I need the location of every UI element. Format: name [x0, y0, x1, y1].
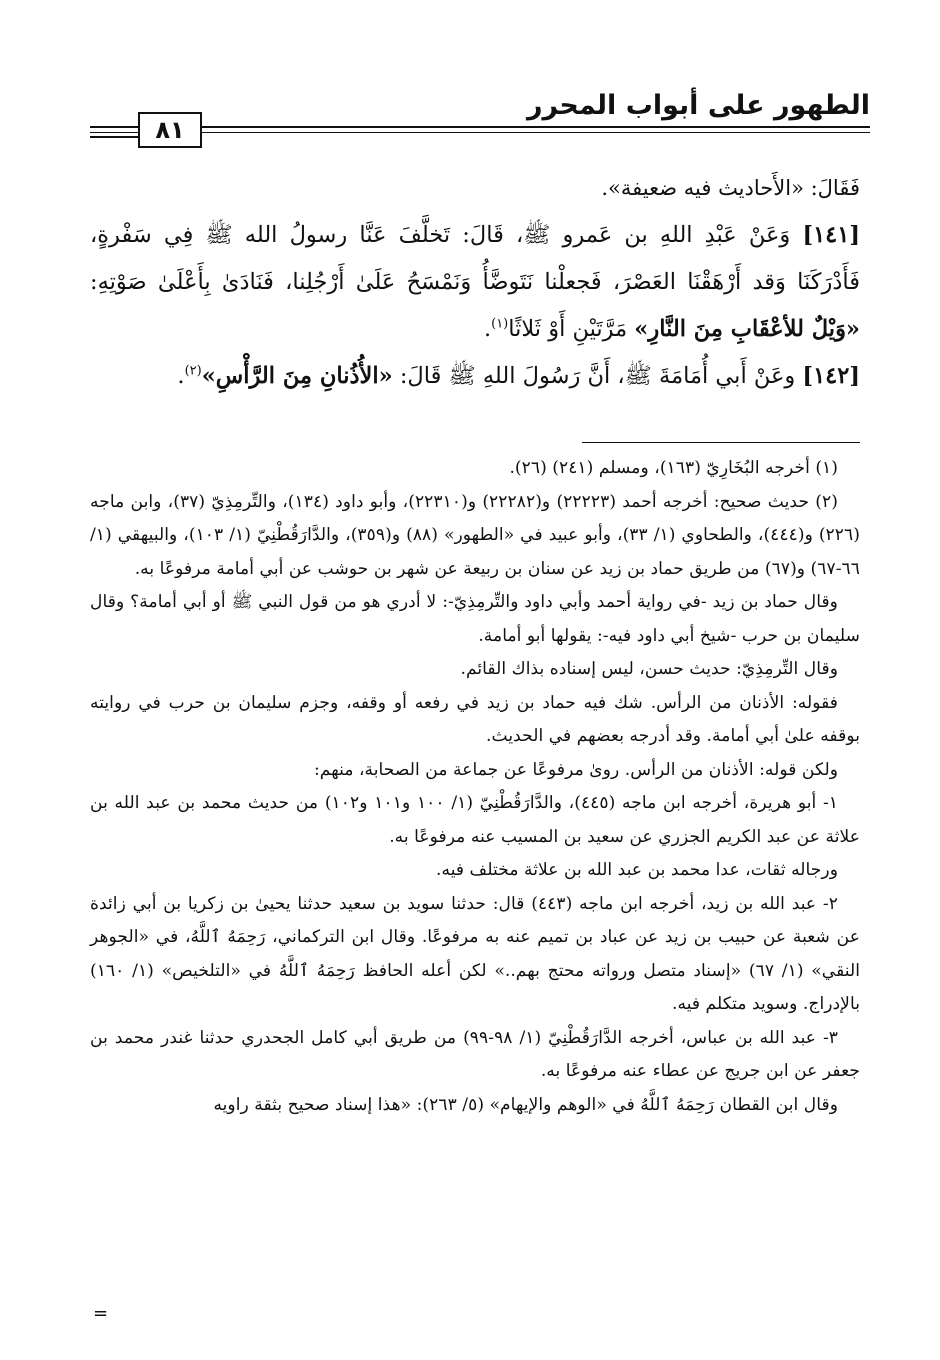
footnote-paragraph: وقال ابن القطان رَحِمَهُ ٱللَّهُ في «الوهم والإيهام» (٥/ ٢٦٣): «هذا إسناد صحيح بثقة راويه: [213, 1094, 838, 1115]
hadith-text: وَعَنْ عَبْدِ اللهِ بن عَمرو ﷺ، قَالَ: تَخلَّفَ عَنَّا رسولُ الله ﷺ فِي سَفْرةٍ، فَأَدْرَكَنَا وَقد أَرْهَقْنَا العَصْرَ، فَجعلْنا نَتَوضَّأُ وَنَمْسَحُ عَلَىٰ أَرْجُلِنا، فَنَادَىٰ بِأَعْلَىٰ صَوْتِهِ:: [90, 222, 860, 295]
footnotes: [90, 452, 860, 1122]
footnote-paragraph: ولكن قوله: الأذنان من الرأس. روىٰ مرفوعًا عن جماعة من الصحابة، منهم:: [314, 759, 838, 780]
hadith-quote: «وَيْلٌ للأعْقَابِ مِنَ النَّارِ»: [634, 316, 860, 342]
footnote-ref: (٢): [184, 363, 202, 379]
hadith-number: [١٤١]: [802, 222, 861, 248]
footnote-paragraph: وقال حماد بن زيد -في رواية أحمد وأبي داود والتِّرمِذِيّ-: لا أدري هو من قول النبي ﷺ أو أبي أمامة؟ وقال سليمان بن حرب -شيخ أبي داود فيه-: يقولها أبو أمامة.: [90, 592, 860, 646]
footnote-paragraph: ٣- عبد الله بن عباس، أخرجه الدَّارَقُطْنِيّ (١/ ٩٨-٩٩) من طريق أبي كامل الجحدري حدثنا غندر محمد بن جعفر عن ابن جريج عن عطاء عنه مرفوعًا به.: [90, 1027, 860, 1081]
page-number: ٨١: [138, 112, 202, 148]
footnote-2: (٢) حديث صحيح: أخرجه أحمد (٢٢٢٢٣) و(٢٢٢٨٢) و(٢٢٣١٠)، وأبو داود (١٣٤)، والتِّرمِذِيّ (٣٧)، وابن ماجه (٢٢٦) و(٤٤٤)، والطحاوي (١/ ٣٣)، وأبو عبيد في «الطهور» (٨٨) و(٣٥٩)، والدَّارَقُطْنِيّ (١/ ١٠٣)، والبيهقي (١/ ٦٦-٦٧) و(٦٧) من طريق حماد بن زيد عن سنان بن ربيعة عن شهر بن حوشب عن أبي أمامة مرفوعًا به.: [90, 491, 860, 579]
footnote-separator: [582, 442, 860, 443]
hadith-text-after: مَرَّتَيْنِ أَوْ ثَلاثًا: [508, 316, 628, 342]
page-header: [90, 84, 870, 152]
header-rule-bottom: [90, 132, 870, 133]
continuation-mark: =: [93, 1303, 109, 1324]
footnote-paragraph: وقال التِّرمِذِيّ: حديث حسن، ليس إسناده بذاك القائم.: [460, 659, 838, 679]
intro-line: فَقَالَ: «الأَحاديث فيه ضعيفة».: [601, 176, 860, 200]
hadith-number: [١٤٢]: [802, 363, 860, 389]
header-rule-left-tail: [90, 136, 138, 138]
footnote-ref: (١): [491, 316, 509, 332]
footnote-1: (١) أخرجه البُخَارِيّ (١٦٣)، ومسلم (٢٤١) (٢٦).: [509, 458, 838, 478]
hadith-142: [90, 353, 860, 400]
hadith-text: وعَنْ أَبي أُمَامَةَ ﷺ، أَنَّ رَسُولَ اللهِ ﷺ قَالَ:: [399, 363, 796, 389]
hadith-141: [90, 212, 860, 353]
hadith-end: .: [177, 363, 185, 389]
footnote-paragraph: ١- أبو هريرة، أخرجه ابن ماجه (٤٤٥)، والدَّارَقُطْنِيّ (١/ ١٠٠ و١٠١ و١٠٢) من حديث محمد بن عبد الله بن علاثة عن عبد الكريم الجزري عن سعيد بن المسيب عنه مرفوعًا به.: [90, 793, 860, 847]
hadith-end: .: [483, 316, 492, 342]
running-title: الطهور على أبواب المحرر: [527, 90, 870, 121]
header-rule-top: [90, 126, 870, 128]
main-text: [90, 168, 860, 400]
footnote-paragraph: ورجاله ثقات، عدا محمد بن عبد الله بن علاثة مختلف فيه.: [436, 860, 838, 880]
footnote-paragraph: فقوله: الأذنان من الرأس. شك فيه حماد بن زيد في رفعه أو وقفه، وجزم سليمان بن حرب في روايته بوقفه علىٰ أبي أمامة. وقد أدرجه بعضهم في الحديث.: [90, 692, 860, 746]
hadith-quote: «الأُذُنانِ مِنَ الرَّأْسِ»: [201, 363, 393, 389]
footnote-paragraph: ٢- عبد الله بن زيد، أخرجه ابن ماجه (٤٤٣) قال: حدثنا سويد بن سعيد حدثنا يحيىٰ بن زكريا بن أبي زائدة عن شعبة عن حبيب بن زيد عن عباد بن تميم عنه به مرفوعًا. وقال ابن التركماني، رَحِمَهُ ٱللَّهُ، في «الجوهر النقي» (١/ ٦٧) «إسناد متصل ورواته محتج بهم..» لكن أعله الحافظ رَحِمَهُ ٱللَّهُ في «التلخيص» (١/ ١٦٠) بالإدراج. وسويد متكلم فيه.: [90, 893, 860, 1014]
